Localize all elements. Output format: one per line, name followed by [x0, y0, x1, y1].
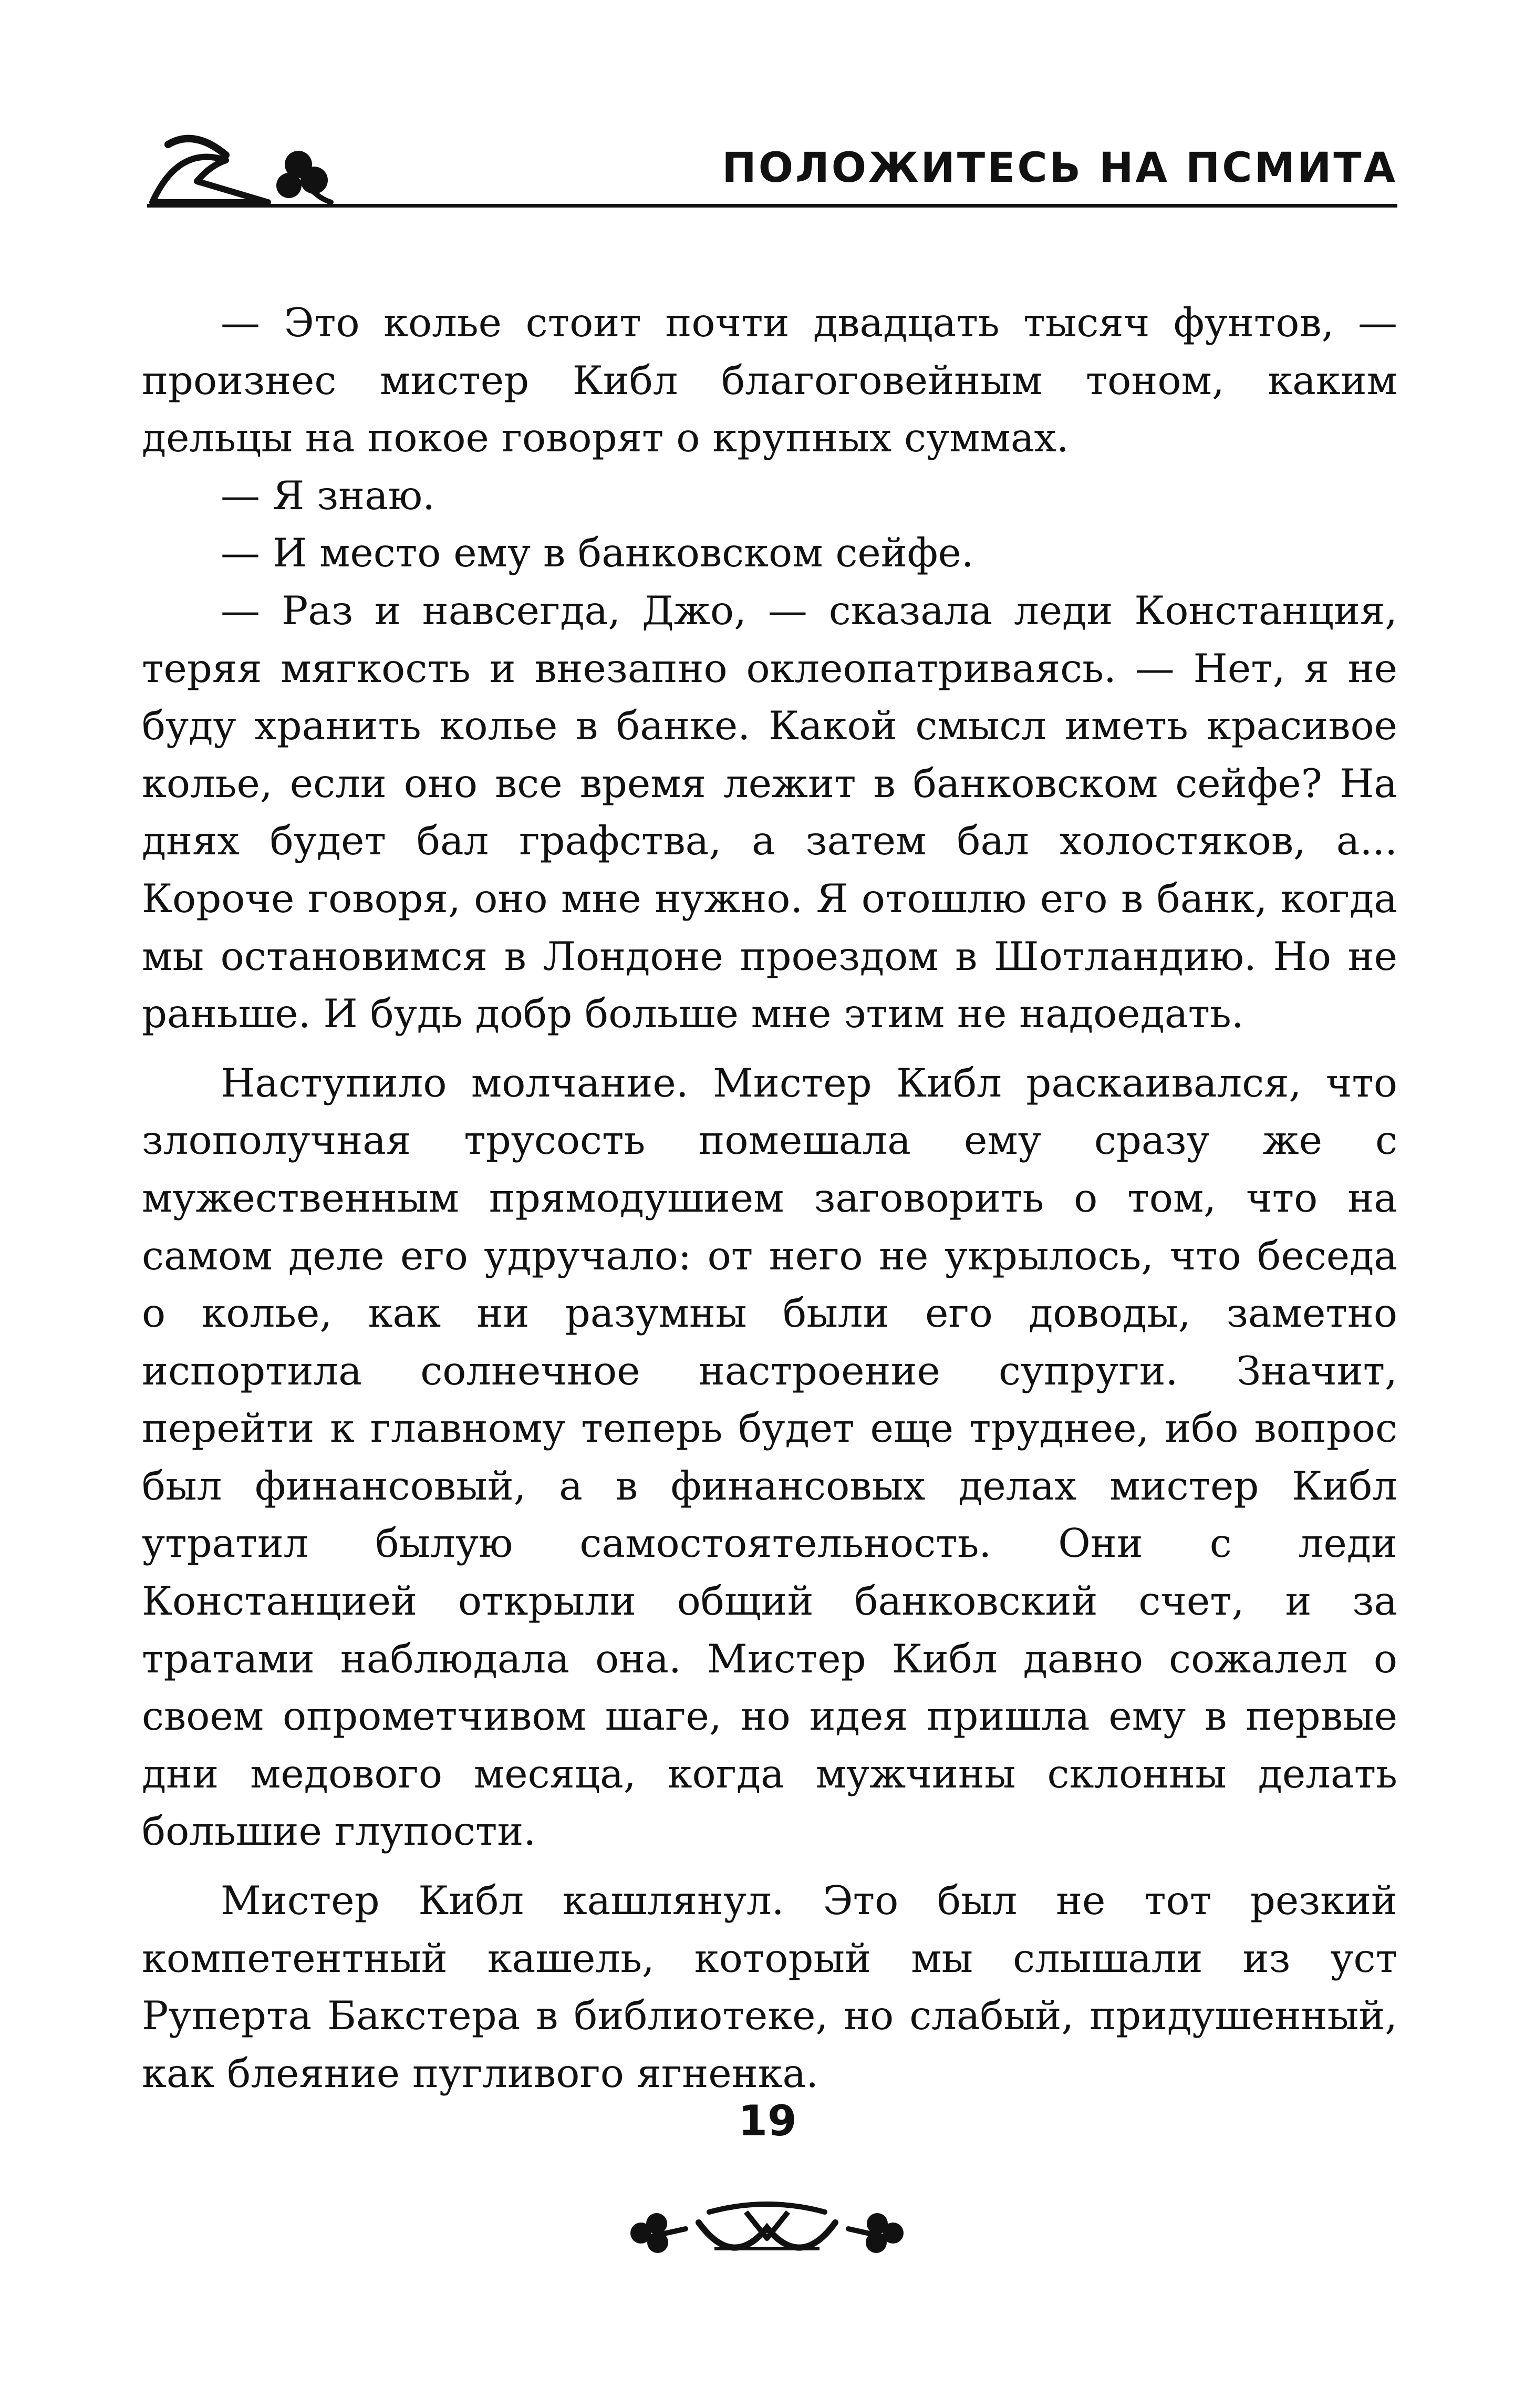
running-title: ПОЛОЖИТЕСЬ НА ПСМИТА: [722, 144, 1397, 192]
paragraph: — Это колье стоит почти двадцать тысяч фунтов, — произнес мистер Кибл благоговейным тоном, каким дельцы на покое говорят о крупных суммах.: [142, 299, 1397, 461]
header-divider: [147, 204, 1397, 208]
main-text: [142, 294, 1397, 2102]
page-header: [147, 113, 1397, 213]
paragraph: Мистер Кибл кашлянул. Это был не тот резкий компетентный кашель, который мы слышали из уст Руперта Бакстера в библиотеке, но слабый, придушенный, как блеяние пугливого ягненка.: [142, 1877, 1397, 2096]
page-number: 19: [738, 2096, 797, 2145]
paragraph: — Раз и навсегда, Джо, — сказала леди Констанция, теряя мягкость и внезапно оклеопатриваясь. — Нет, я не буду хранить колье в банке. Какой смысл иметь красивое колье, если оно все время лежит в банковском сейфе? На днях будет бал графства, а затем бал холостяков, а... Короче говоря, оно мне нужно. Я отошлю его в банк, когда мы остановимся в Лондоне проездом в Шотландию. Но не раньше. И будь добр больше мне этим не надоедать.: [142, 587, 1397, 1037]
swallow-and-clover-ornament-icon: [147, 123, 336, 213]
clover-and-bow-ornament-icon: [620, 2191, 914, 2270]
paragraph: Наступило молчание. Мистер Кибл раскаивался, что злополучная трусость помешала ему сразу же с мужественным прямодушием заговорить о том, что на самом деле его удручало: от него не укрылось, что беседа о колье, как ни разумны были его доводы, заметно испортила солнечное настроение супруги. Значит, перейти к главному теперь будет еще труднее, ибо вопрос был финансовый, а в финансовых делах мистер Кибл утратил былую самостоятельность. Они с леди Констанцией открыли общий банковский счет, и за тратами наблюдала она. Мистер Кибл давно сожалел о своем опрометчивом шаге, но идея пришла ему в первые дни медового месяца, когда мужчины склонны делать большие глупости.: [142, 1059, 1397, 1855]
paragraph: — Я знаю.: [221, 472, 435, 519]
paragraph: — И место ему в банковском сейфе.: [221, 530, 974, 576]
